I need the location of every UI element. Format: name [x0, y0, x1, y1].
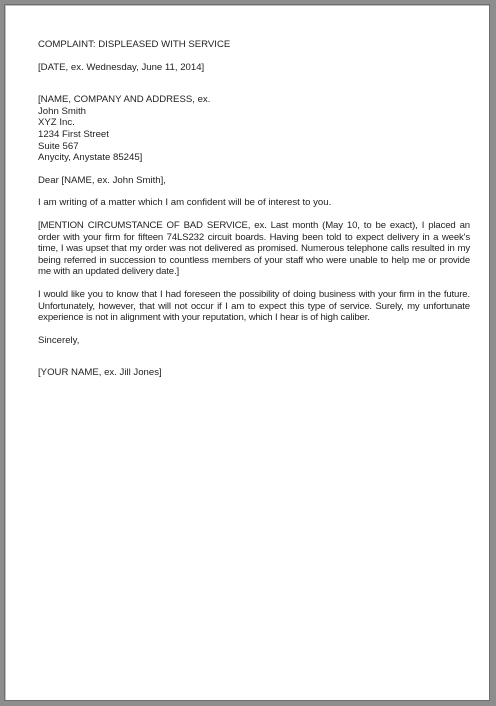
address-line: Anycity, Anystate 85245]: [38, 152, 143, 164]
document-page: [4, 4, 490, 701]
letter-date: [DATE, ex. Wednesday, June 11, 2014]: [38, 61, 205, 73]
paragraph-circumstance: [MENTION CIRCUMSTANCE OF BAD SERVICE, ex. Last month (May 10, to be exact), I placed an order with your firm for fifteen 74LS232 circuit boards. Having been told to expect delivery in a week's time, I was upset that my order was not delivered as promised. Numerous telephone calls resulted in my being referred in succession to countless members of your staff who were unable to help me or provide me with an updated delivery date.]: [38, 219, 470, 278]
recipient-address: [38, 94, 470, 164]
address-line: 1234 First Street: [38, 128, 109, 140]
address-line: [NAME, COMPANY AND ADDRESS, ex.: [38, 94, 211, 106]
closing: Sincerely,: [38, 334, 80, 346]
letter-title: COMPLAINT: DISPLEASED WITH SERVICE: [38, 39, 231, 50]
address-line: Suite 567: [38, 140, 79, 152]
address-line: XYZ Inc.: [38, 117, 75, 129]
paragraph-conclusion: I would like you to know that I had foreseen the possibility of doing business with your firm in the future. Unfortunately, however, that will not occur if I am to expect this type of service. Surely, my unfortunate experience is not in alignment with your reputation, which I hear is of high caliber.: [38, 288, 470, 324]
salutation: Dear [NAME, ex. John Smith],: [38, 174, 166, 186]
signature: [YOUR NAME, ex. Jill Jones]: [38, 367, 162, 379]
address-line: John Smith: [38, 105, 86, 117]
letter-body: [38, 39, 470, 379]
paragraph-intro: I am writing of a matter which I am confident will be of interest to you.: [38, 197, 332, 209]
